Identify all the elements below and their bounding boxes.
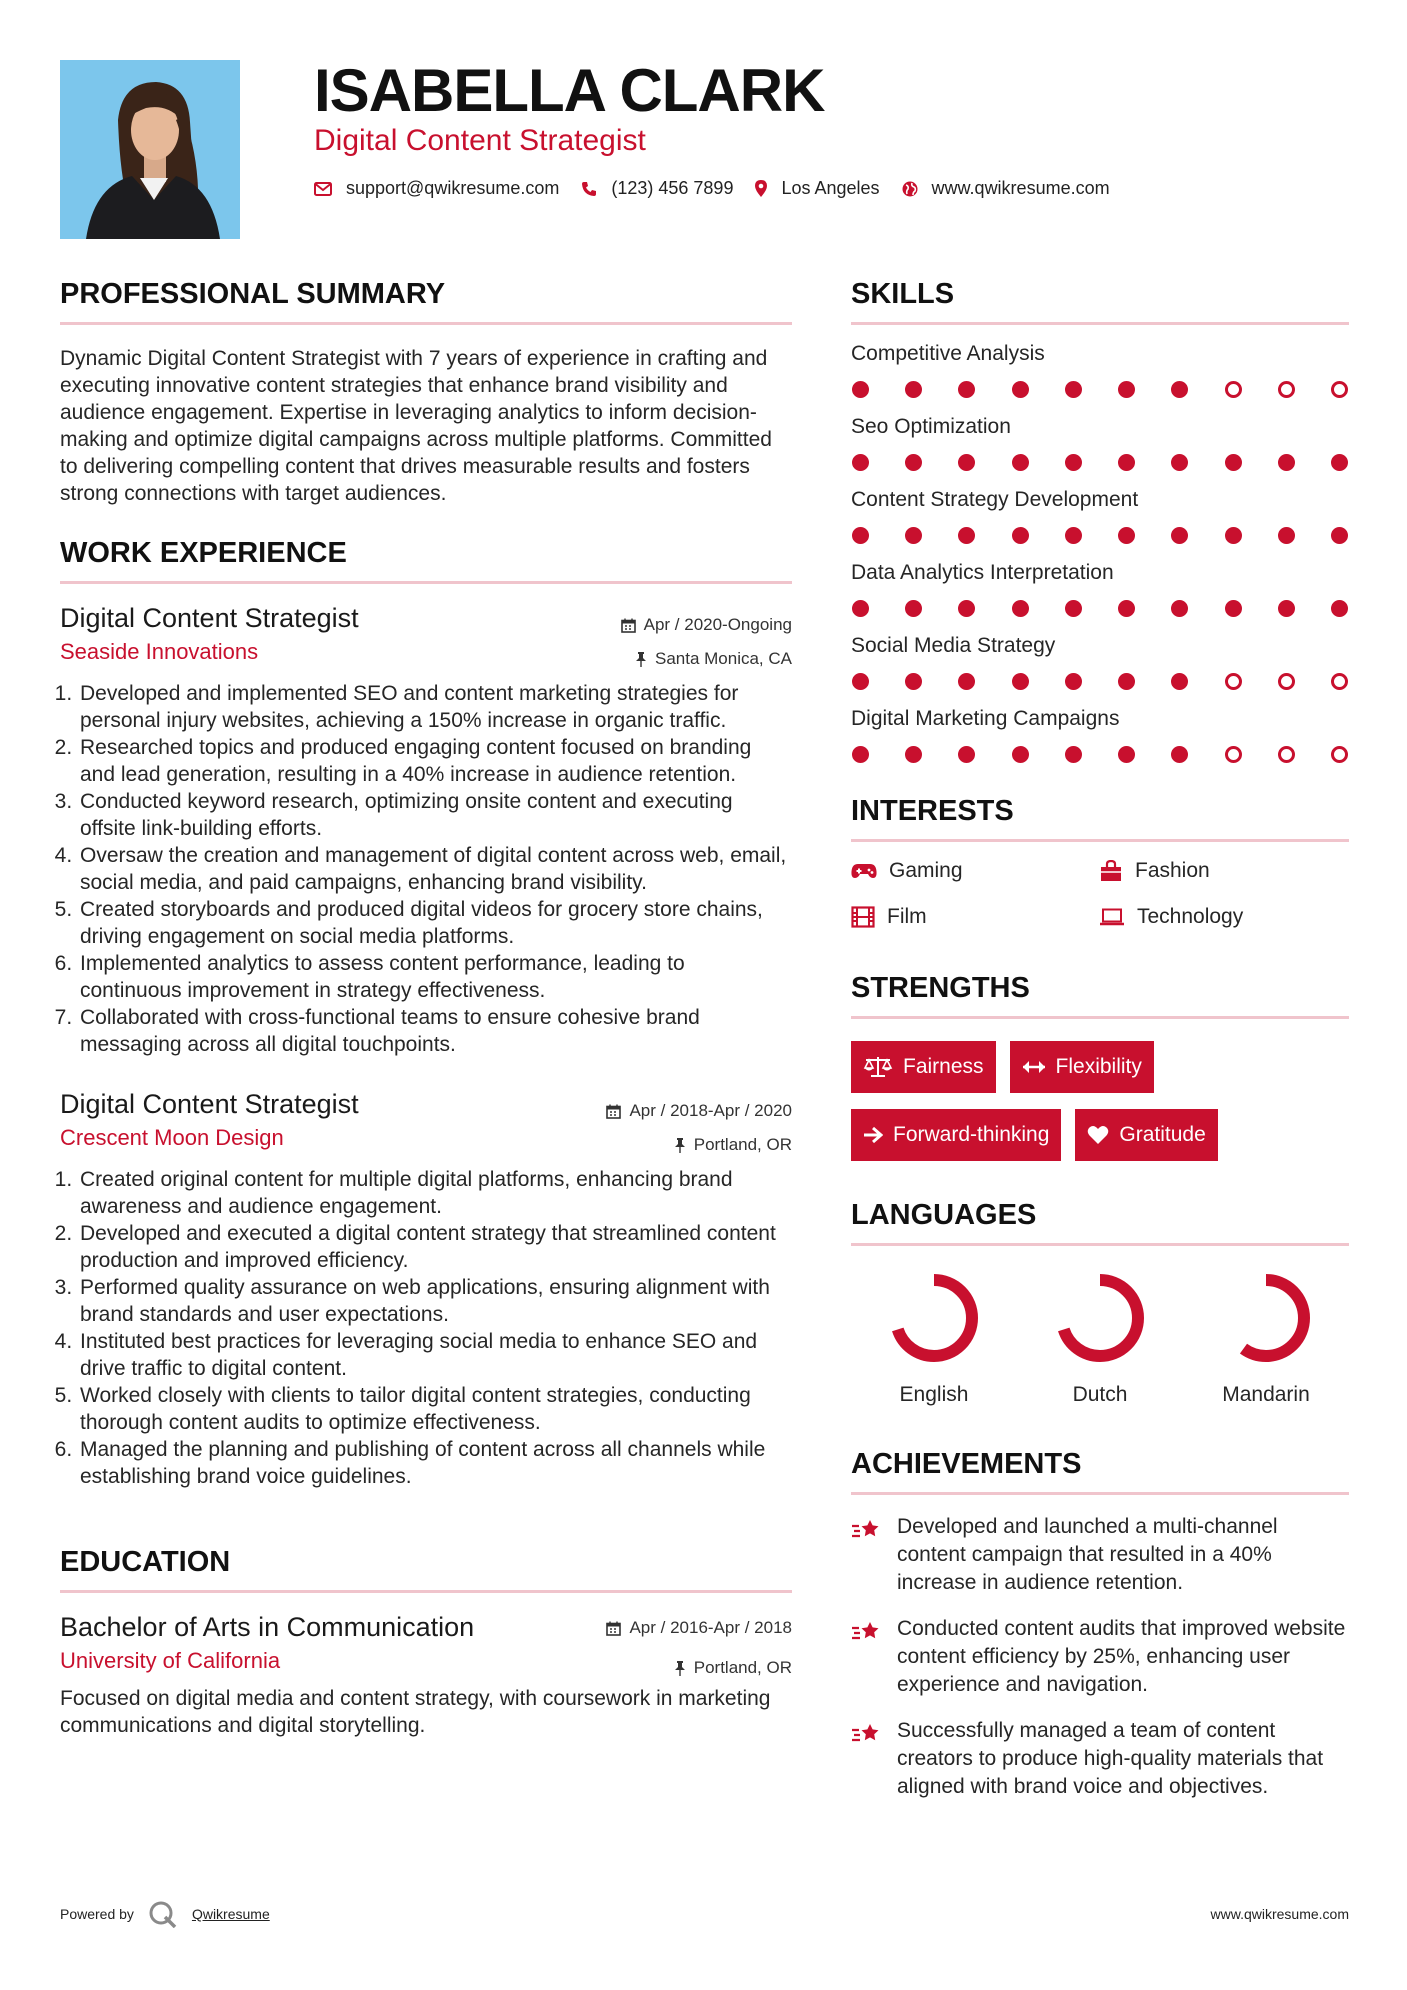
rating-dot-filled [958,673,975,690]
rating-dot-empty [1278,673,1295,690]
phone-text: (123) 456 7899 [611,178,734,198]
language-level-ring [1054,1272,1146,1364]
rating-dot-filled [852,454,869,471]
rating-dot-filled [1065,673,1082,690]
rating-dot-empty [1331,673,1348,690]
section-title: INTERESTS [851,795,1014,827]
rating-dot-filled [1012,673,1029,690]
rating-dot-filled [958,527,975,544]
job-bullets [60,680,792,1058]
job-location: Portland, OR [606,1128,792,1162]
education-section [60,1544,792,1739]
rating-dot-filled [1171,454,1188,471]
pushpin-icon [635,652,647,667]
language-name: English [899,1383,969,1406]
language-name: Mandarin [1222,1383,1310,1406]
job-bullet: 5. Created storyboards and produced digital videos for grocery store chains, driving engagement on social media platforms. [78,896,792,950]
rating-dot-empty [1225,746,1242,763]
job-meta [606,1094,792,1162]
job-bullet: 4. Instituted best practices for leveraging social media to enhance SEO and drive traffic to digital content. [78,1328,792,1382]
section-title: PROFESSIONAL SUMMARY [60,278,446,310]
strength-badge: Gratitude [1075,1109,1217,1161]
skill-rating [851,381,1349,398]
language-name: Dutch [1072,1383,1128,1406]
job-entry [60,1088,792,1490]
skills-section [851,276,1349,763]
rating-dot-filled [1012,527,1029,544]
section-divider [851,839,1349,842]
skill-rating [851,527,1349,544]
work-experience-section [60,535,792,1490]
location-text: Los Angeles [781,178,880,198]
section-title: ACHIEVEMENTS [851,1448,1082,1480]
skill-name: Data Analytics Interpretation [851,561,1114,584]
phone-icon [581,181,597,197]
rating-dot-filled [905,600,922,617]
skill-item [851,414,1349,471]
job-meta [621,608,792,676]
rating-dot-filled [1118,527,1135,544]
job-dates: Apr / 2020-Ongoing [621,608,792,642]
powered-by-text: Powered by [60,1906,134,1922]
rating-dot-empty [1278,746,1295,763]
rating-dot-filled [1118,600,1135,617]
rating-dot-empty [1331,746,1348,763]
rating-dot-filled [1118,381,1135,398]
skill-rating [851,600,1349,617]
rating-dot-filled [1225,527,1242,544]
laptop-icon [1099,908,1125,926]
language-level-arc [896,1280,972,1356]
rating-dot-filled [1065,454,1082,471]
school-name: University of California [60,1648,281,1673]
rating-dot-filled [1012,746,1029,763]
contact-phone[interactable] [581,178,733,199]
email-text: support@qwikresume.com [346,178,560,198]
job-bullet: 6. Managed the planning and publishing of content across all channels while establishing brand voice guidelines. [78,1436,792,1490]
arrow-right-icon [863,1126,883,1144]
job-company: Crescent Moon Design [60,1125,284,1150]
rating-dot-filled [958,454,975,471]
section-divider [851,1016,1349,1019]
shooting-star-icon [851,1619,883,1645]
education-meta [606,1611,792,1685]
skill-item [851,341,1349,398]
rating-dot-filled [1171,746,1188,763]
rating-dot-empty [1278,381,1295,398]
rating-dot-filled [1171,600,1188,617]
contact-location [755,178,879,199]
heart-icon [1087,1125,1109,1145]
language-level-arc [1062,1280,1138,1356]
strength-badge: Forward-thinking [851,1109,1061,1161]
section-title: STRENGTHS [851,972,1030,1004]
skill-item [851,560,1349,617]
language-level-ring [1220,1272,1312,1364]
skill-name: Social Media Strategy [851,634,1056,657]
section-divider [60,581,792,584]
qwikresume-logo-icon [148,1900,178,1928]
skill-rating [851,746,1349,763]
rating-dot-filled [852,381,869,398]
job-bullet: 1. Developed and implemented SEO and content marketing strategies for personal injury websites, achieving a 150% increase in organic traffic. [78,680,792,734]
contact-email[interactable] [314,178,559,199]
interests-section [851,793,1349,930]
achievement-item: Conducted content audits that improved website content efficiency by 25%, enhancing user experience and navigation. [851,1615,1349,1699]
job-bullets [60,1166,792,1490]
interest-item: Technology [1099,904,1347,930]
section-divider [851,1243,1349,1246]
rating-dot-filled [1171,673,1188,690]
job-dates: Apr / 2018-Apr / 2020 [606,1094,792,1128]
language-level-ring [888,1272,980,1364]
interests-list [851,858,1349,930]
rating-dot-filled [1012,381,1029,398]
job-title: Digital Content Strategist [60,1089,359,1119]
section-title: WORK EXPERIENCE [60,537,347,569]
shooting-star-icon [851,1517,883,1543]
skill-name: Content Strategy Development [851,488,1139,511]
section-title: LANGUAGES [851,1199,1037,1231]
section-divider [60,322,792,325]
globe-icon [902,181,918,197]
shopping-bag-icon [1099,860,1123,882]
rating-dot-filled [1118,746,1135,763]
rating-dot-filled [905,381,922,398]
rating-dot-filled [1331,454,1348,471]
job-title: Digital Content Strategist [60,603,359,633]
shooting-star-icon [851,1721,883,1747]
pushpin-icon [674,1138,686,1153]
rating-dot-filled [958,600,975,617]
rating-dot-filled [1225,454,1242,471]
rating-dot-filled [1065,381,1082,398]
rating-dot-filled [852,746,869,763]
calendar-icon [606,1621,621,1636]
calendar-icon [606,1104,621,1119]
language-item [1017,1272,1183,1408]
rating-dot-filled [852,673,869,690]
language-level-arc [1228,1280,1304,1356]
rating-dot-filled [1118,673,1135,690]
job-bullet: 4. Oversaw the creation and management of digital content across web, email, social media, and paid campaigns, enhancing brand visibility. [78,842,792,896]
job-bullet: 1. Created original content for multiple digital platforms, enhancing brand awareness and audience engagement. [78,1166,792,1220]
contact-website[interactable] [902,178,1110,199]
achievement-item: Successfully managed a team of content creators to produce high-quality materials that aligned with brand voice and objectives. [851,1717,1349,1801]
language-item [851,1272,1017,1408]
rating-dot-filled [905,454,922,471]
rating-dot-filled [1065,746,1082,763]
summary-text: Dynamic Digital Content Strategist with 7 years of experience in crafting and executing innovative content strategies that enhance brand visibility and audience engagement. Expertise in leveraging analytics to inform decision-making and optimize digital campaigns across multiple platforms. Committed to delivering compelling content that drives measurable results and fosters strong connections with target audiences. [60,347,772,505]
footer-website[interactable]: www.qwikresume.com [1210,1906,1349,1922]
section-divider [851,1492,1349,1495]
brand-link[interactable]: Qwikresume [191,1906,270,1922]
job-bullet: 7. Collaborated with cross-functional teams to ensure cohesive brand messaging across all digital touchpoints. [78,1004,792,1058]
rating-dot-filled [1331,600,1348,617]
strengths-list [851,1041,1349,1161]
rating-dot-empty [1225,381,1242,398]
skill-item [851,487,1349,544]
achievements-section [851,1446,1349,1801]
rating-dot-filled [1065,527,1082,544]
rating-dot-filled [1278,600,1295,617]
skill-rating [851,454,1349,471]
interest-item: Fashion [1099,858,1347,884]
contact-bar [314,178,1132,199]
languages-list [851,1272,1349,1408]
achievement-item: Developed and launched a multi-channel content campaign that resulted in a 40% increase in audience retention. [851,1513,1349,1597]
job-bullet: 2. Researched topics and produced engaging content focused on branding and lead generation, resulting in a 40% increase in audience retention. [78,734,792,788]
rating-dot-filled [1171,527,1188,544]
job-bullet: 6. Implemented analytics to assess content performance, leading to continuous improvement in strategy effectiveness. [78,950,792,1004]
rating-dot-filled [1331,527,1348,544]
rating-dot-filled [1118,454,1135,471]
rating-dot-filled [1012,600,1029,617]
job-bullet: 3. Performed quality assurance on web applications, ensuring alignment with brand standards and user expectations. [78,1274,792,1328]
rating-dot-filled [852,600,869,617]
rating-dot-empty [1331,381,1348,398]
job-company: Seaside Innovations [60,639,259,664]
skills-list [851,341,1349,763]
professional-summary-section [60,276,792,507]
skill-name: Digital Marketing Campaigns [851,707,1120,730]
skill-item [851,633,1349,690]
calendar-icon [621,618,636,633]
section-divider [851,322,1349,325]
rating-dot-filled [905,673,922,690]
envelope-icon [314,182,332,196]
gamepad-icon [851,863,877,879]
pushpin-icon [674,1661,686,1676]
skill-name: Competitive Analysis [851,342,1045,365]
job-location: Santa Monica, CA [621,642,792,676]
degree-title: Bachelor of Arts in Communication [60,1612,475,1642]
skill-item [851,706,1349,763]
balance-scale-icon [863,1056,893,1078]
rating-dot-filled [1171,381,1188,398]
section-title: EDUCATION [60,1546,231,1578]
footer-powered-by [60,1900,270,1928]
job-entry [60,602,792,1058]
rating-dot-filled [1225,600,1242,617]
rating-dot-filled [1065,600,1082,617]
interest-item: Gaming [851,858,1099,884]
skill-name: Seo Optimization [851,415,1011,438]
candidate-role: Digital Content Strategist [314,124,646,157]
right-column [851,276,1349,1801]
rating-dot-filled [1278,527,1295,544]
left-column [60,276,792,1739]
rating-dot-filled [1278,454,1295,471]
strength-badge: Fairness [851,1041,996,1093]
job-bullet: 3. Conducted keyword research, optimizing onsite content and executing offsite link-building efforts. [78,788,792,842]
website-text: www.qwikresume.com [931,178,1110,198]
languages-section [851,1197,1349,1408]
film-icon [851,906,875,928]
education-description: Focused on digital media and content strategy, with coursework in marketing communications and digital storytelling. [60,1687,771,1737]
arrows-horizontal-icon [1022,1060,1046,1074]
language-item [1183,1272,1349,1408]
section-divider [60,1590,792,1593]
rating-dot-filled [958,381,975,398]
strengths-section [851,970,1349,1161]
rating-dot-filled [852,527,869,544]
section-title: SKILLS [851,278,955,310]
skill-rating [851,673,1349,690]
profile-photo [60,60,240,239]
interest-item: Film [851,904,1099,930]
rating-dot-filled [905,527,922,544]
rating-dot-filled [1012,454,1029,471]
job-bullet: 2. Developed and executed a digital content strategy that streamlined content production and improved efficiency. [78,1220,792,1274]
education-location: Portland, OR [606,1651,792,1685]
education-dates: Apr / 2016-Apr / 2018 [606,1611,792,1645]
rating-dot-empty [1225,673,1242,690]
strength-badge: Flexibility [1010,1041,1154,1093]
job-bullet: 5. Worked closely with clients to tailor digital content strategies, conducting thorough content audits to optimize effectiveness. [78,1382,792,1436]
education-entry [60,1611,792,1739]
rating-dot-filled [905,746,922,763]
candidate-name: ISABELLA CLARK [314,57,825,124]
rating-dot-filled [958,746,975,763]
map-pin-icon [755,180,767,197]
